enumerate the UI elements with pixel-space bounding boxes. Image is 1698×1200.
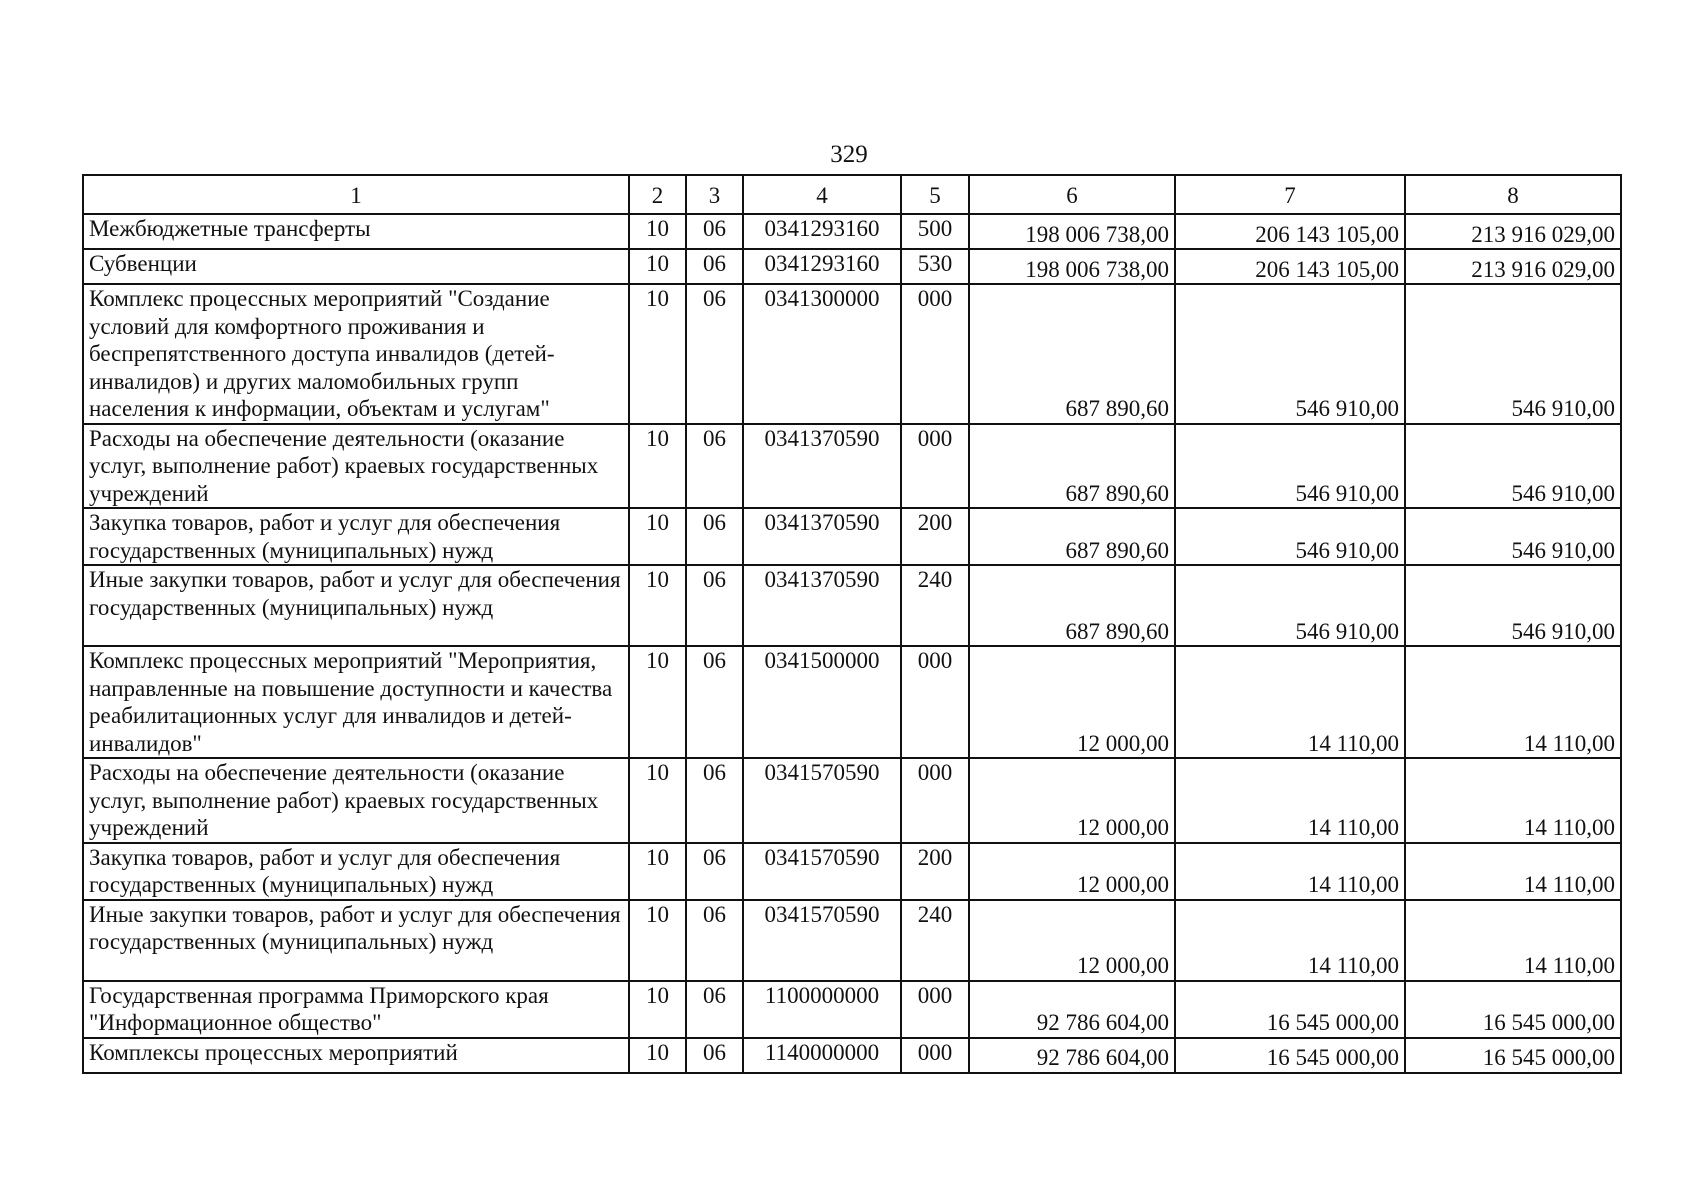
expense-type-code: 000 — [901, 758, 969, 843]
amount-col-8: 546 910,00 — [1405, 508, 1621, 565]
amount-col-6: 92 786 604,00 — [969, 981, 1175, 1038]
target-article-code: 0341570590 — [743, 900, 901, 981]
target-article-code: 0341300000 — [743, 284, 901, 424]
amount-col-8: 14 110,00 — [1405, 646, 1621, 758]
table-row — [83, 565, 1621, 646]
expense-type-code: 240 — [901, 565, 969, 646]
target-article-code: 0341370590 — [743, 508, 901, 565]
subsection-code: 06 — [686, 565, 743, 646]
amount-col-6: 198 006 738,00 — [969, 249, 1175, 284]
target-article-code: 1100000000 — [743, 981, 901, 1038]
table-row — [83, 508, 1621, 565]
column-header: 4 — [743, 175, 901, 214]
amount-col-6: 12 000,00 — [969, 646, 1175, 758]
column-header: 8 — [1405, 175, 1621, 214]
amount-col-6: 92 786 604,00 — [969, 1038, 1175, 1073]
row-name: Расходы на обеспечение деятельности (оказание услуг, выполнение работ) краевых государственных учреждений — [83, 758, 629, 843]
amount-col-8: 16 545 000,00 — [1405, 981, 1621, 1038]
amount-col-7: 546 910,00 — [1175, 565, 1405, 646]
amount-col-8: 14 110,00 — [1405, 900, 1621, 981]
column-header: 6 — [969, 175, 1175, 214]
page-number: 329 — [830, 141, 868, 168]
section-code: 10 — [629, 508, 686, 565]
expense-type-code: 000 — [901, 981, 969, 1038]
subsection-code: 06 — [686, 508, 743, 565]
column-header: 5 — [901, 175, 969, 214]
table-row — [83, 900, 1621, 981]
subsection-code: 06 — [686, 646, 743, 758]
expense-type-code: 240 — [901, 900, 969, 981]
amount-col-6: 12 000,00 — [969, 900, 1175, 981]
table-row — [83, 284, 1621, 424]
row-name: Комплекс процессных мероприятий "Создание условий для комфортного проживания и беспрепятственного доступа инвалидов (детей-инвалидов) и других маломобильных групп населения к информации, объектам и услугам" — [83, 284, 629, 424]
target-article-code: 0341370590 — [743, 565, 901, 646]
row-name: Комплекс процессных мероприятий "Мероприятия, направленные на повышение доступности и качества реабилитационных услуг для инвалидов и детей-инвалидов" — [83, 646, 629, 758]
column-header: 3 — [686, 175, 743, 214]
subsection-code: 06 — [686, 1038, 743, 1073]
amount-col-8: 546 910,00 — [1405, 284, 1621, 424]
amount-col-7: 546 910,00 — [1175, 284, 1405, 424]
table-row — [83, 843, 1621, 900]
amount-col-6: 687 890,60 — [969, 424, 1175, 509]
amount-col-7: 16 545 000,00 — [1175, 981, 1405, 1038]
expense-type-code: 530 — [901, 249, 969, 284]
row-name: Закупка товаров, работ и услуг для обеспечения государственных (муниципальных) нужд — [83, 843, 629, 900]
expense-type-code: 200 — [901, 508, 969, 565]
table-row — [83, 758, 1621, 843]
section-code: 10 — [629, 981, 686, 1038]
column-header: 2 — [629, 175, 686, 214]
subsection-code: 06 — [686, 424, 743, 509]
amount-col-6: 198 006 738,00 — [969, 214, 1175, 249]
amount-col-7: 16 545 000,00 — [1175, 1038, 1405, 1073]
table-row — [83, 1038, 1621, 1073]
target-article-code: 0341570590 — [743, 843, 901, 900]
row-name: Межбюджетные трансферты — [83, 214, 629, 249]
row-name: Субвенции — [83, 249, 629, 284]
section-code: 10 — [629, 249, 686, 284]
expense-type-code: 200 — [901, 843, 969, 900]
amount-col-8: 16 545 000,00 — [1405, 1038, 1621, 1073]
amount-col-7: 546 910,00 — [1175, 508, 1405, 565]
section-code: 10 — [629, 424, 686, 509]
amount-col-7: 14 110,00 — [1175, 646, 1405, 758]
amount-col-8: 14 110,00 — [1405, 758, 1621, 843]
target-article-code: 0341370590 — [743, 424, 901, 509]
amount-col-8: 546 910,00 — [1405, 424, 1621, 509]
subsection-code: 06 — [686, 284, 743, 424]
amount-col-7: 206 143 105,00 — [1175, 249, 1405, 284]
amount-col-7: 14 110,00 — [1175, 758, 1405, 843]
subsection-code: 06 — [686, 900, 743, 981]
amount-col-8: 14 110,00 — [1405, 843, 1621, 900]
table-row — [83, 981, 1621, 1038]
table-row — [83, 424, 1621, 509]
subsection-code: 06 — [686, 843, 743, 900]
amount-col-6: 12 000,00 — [969, 758, 1175, 843]
target-article-code: 0341293160 — [743, 249, 901, 284]
budget-table — [82, 174, 1622, 1074]
amount-col-8: 213 916 029,00 — [1405, 214, 1621, 249]
column-header: 1 — [83, 175, 629, 214]
expense-type-code: 500 — [901, 214, 969, 249]
table-row — [83, 646, 1621, 758]
amount-col-7: 546 910,00 — [1175, 424, 1405, 509]
row-name: Иные закупки товаров, работ и услуг для обеспечения государственных (муниципальных) нужд — [83, 565, 629, 646]
amount-col-6: 687 890,60 — [969, 284, 1175, 424]
row-name: Иные закупки товаров, работ и услуг для обеспечения государственных (муниципальных) нужд — [83, 900, 629, 981]
expense-type-code: 000 — [901, 646, 969, 758]
amount-col-7: 206 143 105,00 — [1175, 214, 1405, 249]
amount-col-8: 546 910,00 — [1405, 565, 1621, 646]
amount-col-6: 12 000,00 — [969, 843, 1175, 900]
amount-col-7: 14 110,00 — [1175, 843, 1405, 900]
target-article-code: 0341570590 — [743, 758, 901, 843]
section-code: 10 — [629, 1038, 686, 1073]
column-header: 7 — [1175, 175, 1405, 214]
amount-col-6: 687 890,60 — [969, 565, 1175, 646]
row-name: Комплексы процессных мероприятий — [83, 1038, 629, 1073]
amount-col-6: 687 890,60 — [969, 508, 1175, 565]
expense-type-code: 000 — [901, 1038, 969, 1073]
table-row — [83, 214, 1621, 249]
subsection-code: 06 — [686, 758, 743, 843]
subsection-code: 06 — [686, 214, 743, 249]
section-code: 10 — [629, 565, 686, 646]
section-code: 10 — [629, 214, 686, 249]
section-code: 10 — [629, 284, 686, 424]
target-article-code: 1140000000 — [743, 1038, 901, 1073]
amount-col-7: 14 110,00 — [1175, 900, 1405, 981]
row-name: Расходы на обеспечение деятельности (оказание услуг, выполнение работ) краевых государственных учреждений — [83, 424, 629, 509]
target-article-code: 0341500000 — [743, 646, 901, 758]
section-code: 10 — [629, 843, 686, 900]
expense-type-code: 000 — [901, 284, 969, 424]
expense-type-code: 000 — [901, 424, 969, 509]
row-name: Государственная программа Приморского края "Информационное общество" — [83, 981, 629, 1038]
row-name: Закупка товаров, работ и услуг для обеспечения государственных (муниципальных) нужд — [83, 508, 629, 565]
target-article-code: 0341293160 — [743, 214, 901, 249]
table-row — [83, 249, 1621, 284]
subsection-code: 06 — [686, 249, 743, 284]
section-code: 10 — [629, 646, 686, 758]
column-number-row — [83, 175, 1621, 214]
subsection-code: 06 — [686, 981, 743, 1038]
section-code: 10 — [629, 758, 686, 843]
section-code: 10 — [629, 900, 686, 981]
amount-col-8: 213 916 029,00 — [1405, 249, 1621, 284]
